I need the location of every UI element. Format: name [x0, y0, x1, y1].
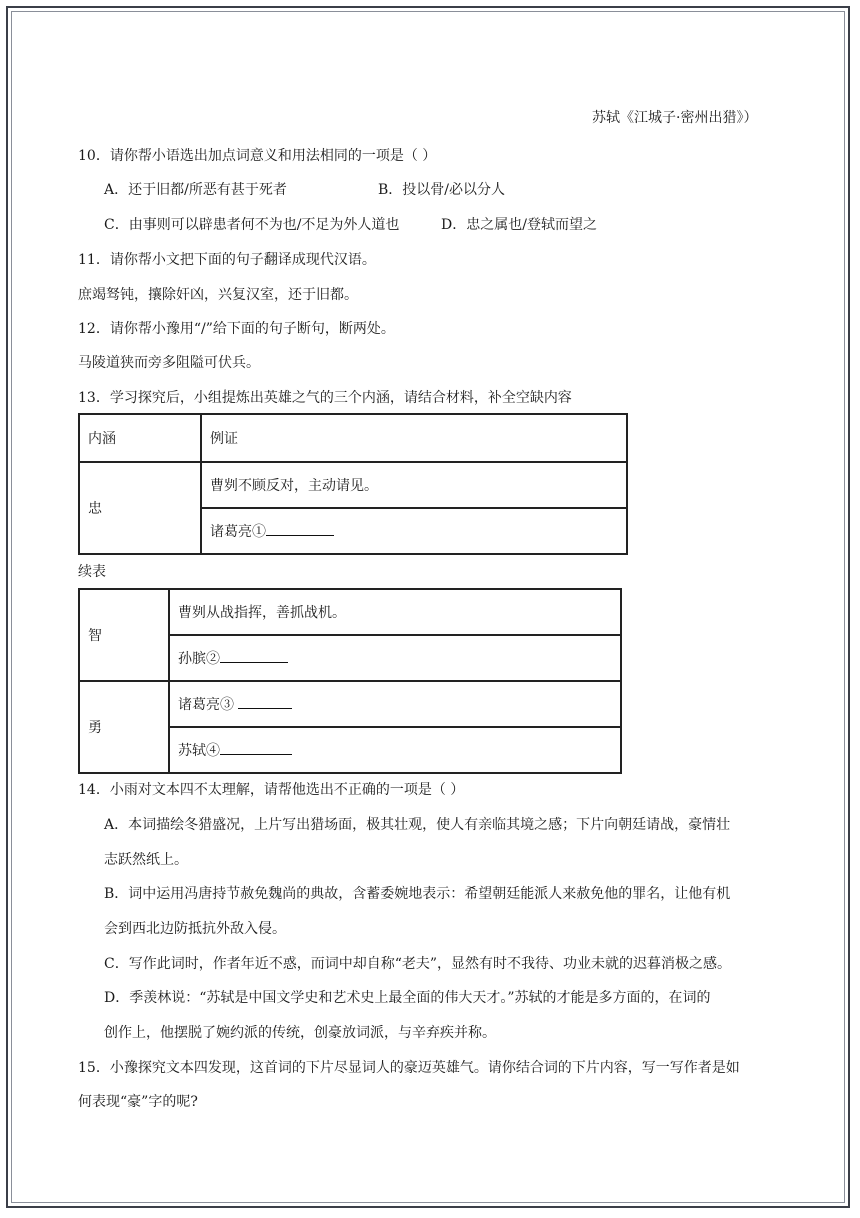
table-header-meaning: 内涵 — [79, 414, 201, 462]
table-header-example: 例证 — [201, 414, 627, 462]
wise-example-2: 孙膑② — [169, 635, 621, 681]
answer-blank-2[interactable] — [220, 648, 288, 663]
question-10-option-d: D．忠之属也/登轼而望之 — [441, 217, 597, 233]
question-10-option-c: C．由事则可以辟患者何不为也/不足为外人道也 — [104, 217, 400, 233]
table-wisdom-courage — [78, 588, 622, 774]
question-14-stem: 14．小雨对文本四不太理解，请帮他选出不正确的一项是（ ） — [78, 782, 465, 798]
question-14-option-d-line2: 创作上，他摆脱了婉约派的传统，创豪放词派，与辛弃疾并称。 — [104, 1025, 496, 1041]
answer-blank-1[interactable] — [266, 521, 334, 536]
question-14-option-d-line1: D．季羡林说：“苏轼是中国文学史和艺术史上最全面的伟大天才。”苏轼的才能是多方面的，在词的 — [104, 990, 711, 1006]
question-15-line2: 何表现“豪”字的呢? — [78, 1094, 198, 1110]
question-11-stem: 11．请你帮小文把下面的句子翻译成现代汉语。 — [78, 252, 376, 268]
label-loyal: 忠 — [79, 462, 201, 554]
question-15-line1: 15．小豫探究文本四发现，这首词的下片尽显词人的豪迈英雄气。请你结合词的下片内容，写一写作者是如 — [78, 1060, 740, 1076]
question-14-option-a-line2: 志跃然纸上。 — [104, 852, 188, 868]
wise-example-1: 曹刿从战指挥，善抓战机。 — [169, 589, 621, 635]
question-14-option-b-line1: B．词中运用冯唐持节赦免魏尚的典故，含蓄委婉地表示：希望朝廷能派人来赦免他的罪名，让他有机 — [104, 886, 731, 902]
brave-example-2: 苏轼④ — [169, 727, 621, 773]
answer-blank-3[interactable] — [238, 694, 292, 709]
question-14-option-a-line1: A．本词描绘冬猎盛况，上片写出猎场面，极其壮观，使人有亲临其境之感；下片向朝廷请战，豪情壮 — [104, 817, 731, 833]
question-14-option-b-line2: 会到西北边防抵抗外敌入侵。 — [104, 921, 286, 937]
question-12-stem: 12．请你帮小豫用“/”给下面的句子断句，断两处。 — [78, 321, 395, 337]
table-loyalty — [78, 413, 628, 555]
question-10-option-a: A．还于旧都/所恶有甚于死者 — [104, 182, 287, 198]
source-citation: 苏轼《江城子·密州出猎》） — [592, 110, 758, 126]
question-10-stem: 10．请你帮小语选出加点词意义和用法相同的一项是（ ） — [78, 148, 437, 164]
question-11-sentence: 庶竭驽钝，攘除奸凶，兴复汉室，还于旧都。 — [78, 287, 358, 303]
answer-blank-4[interactable] — [220, 740, 292, 755]
table-continued-label: 续表 — [78, 564, 106, 580]
question-14-option-c: C．写作此词时，作者年近不惑，而词中却自称“老夫”，显然有时不我待、功业未就的迟暮消极之感。 — [104, 956, 732, 972]
label-wise: 智 — [79, 589, 169, 681]
loyal-example-2: 诸葛亮① — [201, 508, 627, 554]
loyal-example-1: 曹刿不顾反对，主动请见。 — [201, 462, 627, 508]
brave-example-1: 诸葛亮③ — [169, 681, 621, 727]
question-13-stem: 13．学习探究后，小组提炼出英雄之气的三个内涵，请结合材料，补全空缺内容 — [78, 390, 572, 406]
question-12-sentence: 马陵道狭而旁多阻隘可伏兵。 — [78, 355, 260, 371]
label-brave: 勇 — [79, 681, 169, 773]
question-10-option-b: B．投以骨/必以分人 — [378, 182, 506, 198]
